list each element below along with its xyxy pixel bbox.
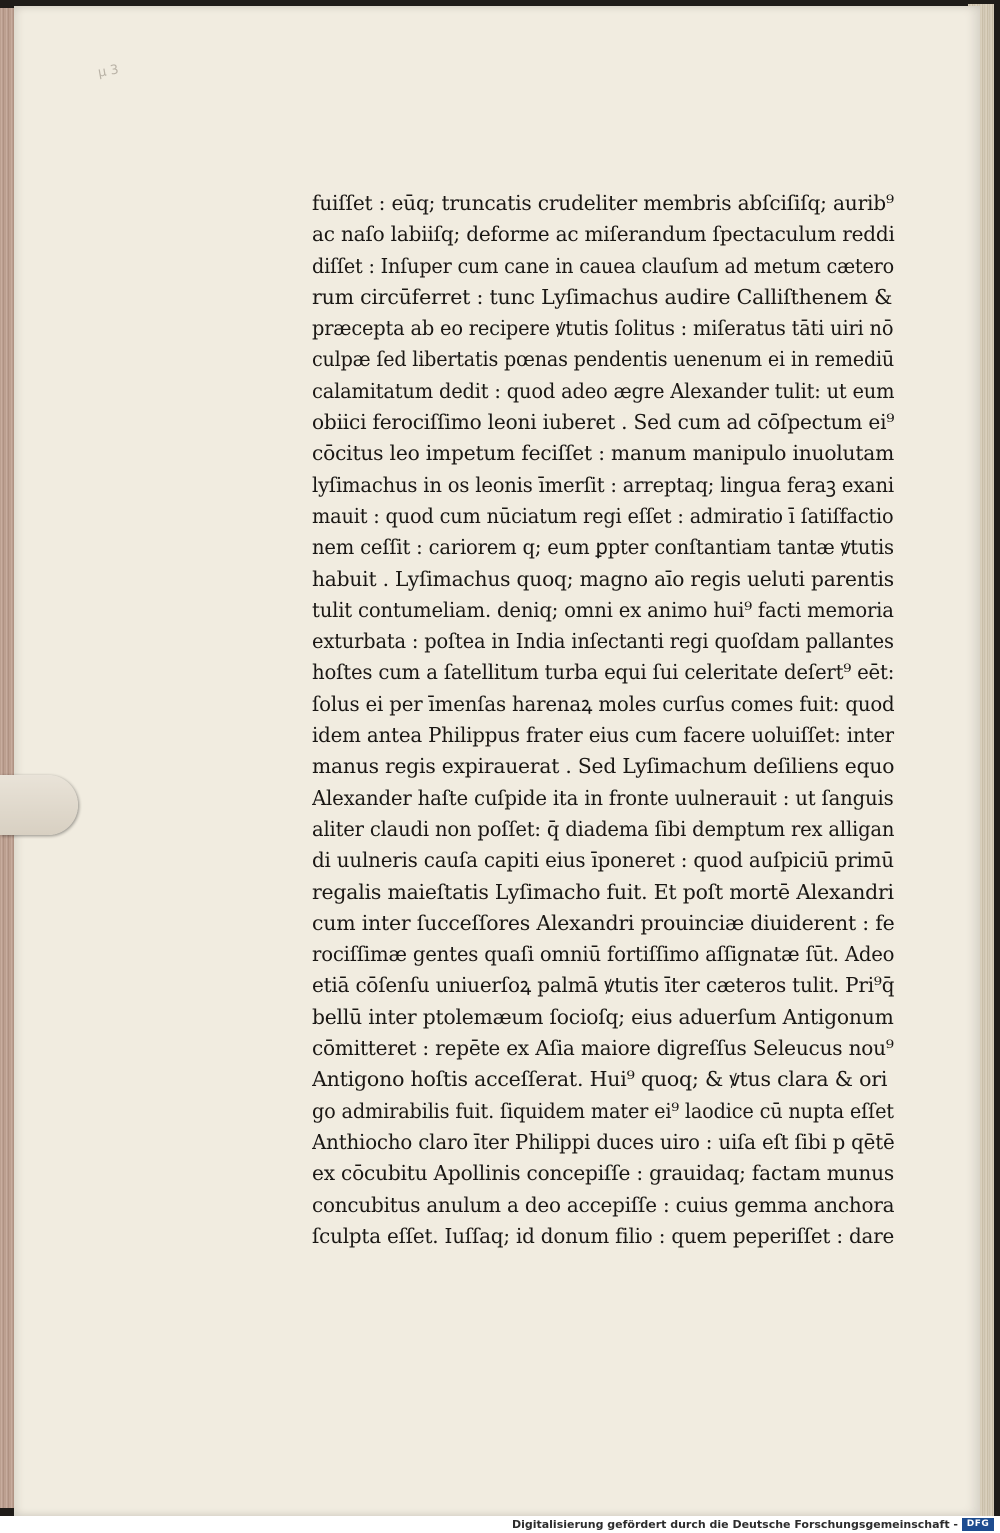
text-line: Alexander haſte cuſpide ita in fronte uulnerauit : ut ſanguis (312, 785, 894, 810)
text-line: hoſtes cum a ſatellitum turba equi ſui celeritate deſert⁹ eēt: (312, 660, 894, 685)
text-line: idem antea Philippus frater eius cum facere uoluiſſet: inter (312, 723, 895, 748)
text-line: calamitatum dedit : quod adeo ægre Alexander tulit: ut eum (312, 378, 895, 403)
text-line: culpæ ſed libertatis pœnas pendentis uenenum ei in remediū (312, 347, 895, 372)
text-line: Antigono hoſtis acceſſerat. Hui⁹ quoq; & ꝟtus clara & ori (312, 1067, 888, 1092)
text-line: fuiſſet : eūq; truncatis crudeliter membris abſciſiſq; aurib⁹ (312, 191, 894, 215)
text-line: diſſet : Inſuper cum cane in cauea clauſum ad metum cætero (312, 253, 894, 278)
text-line: manus regis expirauerat . Sed Lyſimachum deſiliens equo (312, 754, 894, 779)
text-line: rociſſimæ gentes quaſi omniū fortiſſimo aſſignatæ ſūt. Adeo (312, 942, 895, 967)
funding-credit: Digitalisierung gefördert durch die Deutsche Forschungsgemeinschaft - (511, 1518, 958, 1531)
dfg-logo[interactable]: DFG (962, 1518, 994, 1531)
text-line: ſculpta eſſet. Iuſſaq; id donum filio : quem peperiſſet : dare (312, 1223, 894, 1248)
text-line: bellū inter ptolemæum ſocioſq; eius aduerſum Antigonum (312, 1004, 894, 1029)
text-line: rum circūferret : tunc Lyſimachus audire Calliſthenem & (312, 284, 893, 309)
text-line: nem ceſſit : cariorem q; eum ꝑpter conſtantiam tantæ ꝟtutis (312, 535, 894, 560)
text-line: ſolus ei per īmenſas harenaꝝ moles curſus comes fuit: quod (312, 691, 895, 716)
text-line: concubitus anulum a deo accepiſſe : cuius gemma anchora (312, 1192, 895, 1217)
text-line: exturbata : poſtea in India inſectanti regi quoſdam pallantes (312, 629, 894, 654)
text-line: præcepta ab eo recipere ꝟtutis ſolitus : miſeratus tāti uiri nō (312, 316, 894, 341)
text-line: cōmitteret : repēte ex Aſia maiore digreſſus Seleucus nou⁹ (312, 1036, 894, 1061)
incunable-text-block (312, 188, 902, 1252)
text-line: lyſimachus in os leonis īmerſit : arreptaq; lingua feraꝫ exani (312, 472, 894, 497)
text-line: aliter claudi non poſſet: q̄ diadema ſibi demptum rex alligan (312, 816, 894, 841)
text-line: habuit . Lyſimachus quoq; magno aīo regis ueluti parentis (312, 566, 894, 591)
text-line: ac naſo labiiſq; deforme ac miſerandum ſpectaculum reddi (312, 222, 895, 247)
text-line: go admirabilis fuit. ſiquidem mater ei⁹ laodice cū nupta eſſet (312, 1098, 894, 1123)
text-line: tulit contumeliam. deniq; omni ex animo hui⁹ facti memoria (312, 597, 894, 622)
digitization-footer (0, 1516, 1000, 1533)
text-line: ex cōcubitu Apollinis concepiſſe : grauidaq; factam munus (312, 1161, 894, 1186)
text-line: obiici ferociſſimo leoni iuberet . Sed cum ad cōſpectum ei⁹ (312, 410, 895, 435)
text-line: cum inter ſucceſſores Alexandri prouinciæ diuiderent : fe (312, 910, 895, 935)
text-line: Anthiocho claro īter Philippi duces uiro : uiſa eſt ſibi p qētē (312, 1129, 895, 1154)
page-clip (0, 775, 78, 835)
text-line: di uulneris cauſa capiti eius īponeret : quod auſpiciū primū (312, 848, 894, 873)
text-line: regalis maieſtatis Lyſimacho fuit. Et poſt mortē Alexandri (312, 879, 894, 904)
text-line: etiā cōſenſu uniuerſoꝝ palmā ꝟtutis īter cæteros tulit. Pri⁹q̄ (312, 973, 894, 998)
pencil-annotation: μ 3 (96, 62, 120, 81)
text-line: cōcitus leo impetum feciſſet : manum manipulo inuolutam (312, 441, 895, 466)
text-line: mauit : quod cum nūciatum regi eſſet : admiratio ī ſatiſfactio (312, 503, 894, 528)
